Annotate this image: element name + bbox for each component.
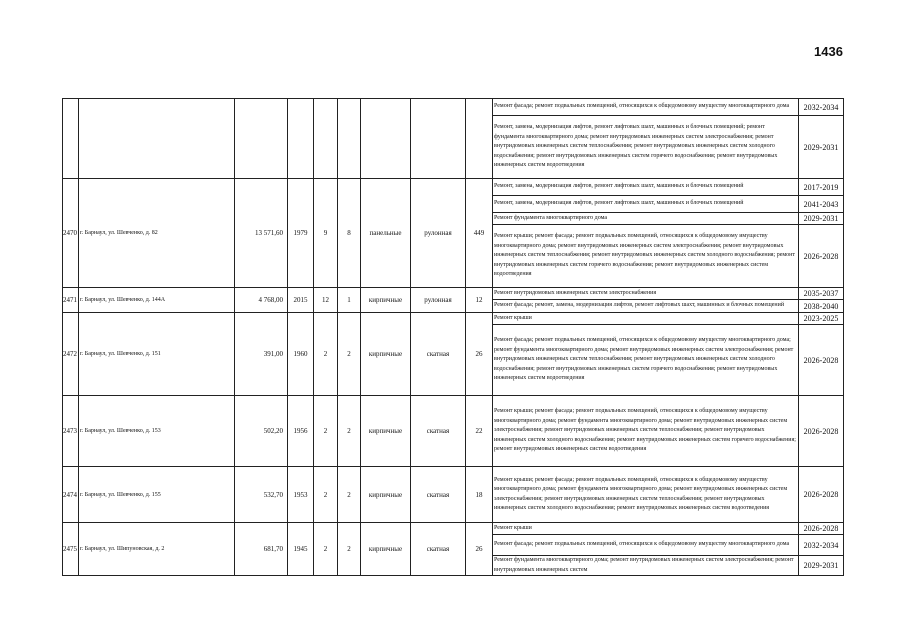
address-cell: г. Барнаул, ул. Шипуновская, д. 2 xyxy=(79,523,235,576)
work-period-cell: 2029-2031 xyxy=(799,116,844,179)
roof-type-cell xyxy=(411,99,466,179)
residents-cell: 12 xyxy=(466,288,493,313)
page-number: 1436 xyxy=(814,44,843,59)
entrances-cell: 2 xyxy=(338,313,361,396)
work-period-cell: 2026-2028 xyxy=(799,325,844,396)
total-area-cell: 4 768,00 xyxy=(235,288,288,313)
work-period-cell: 2017-2019 xyxy=(799,179,844,196)
residents-cell: 22 xyxy=(466,396,493,467)
address-cell: г. Барнаул, ул. Шевченко, д. 82 xyxy=(79,179,235,288)
wall-material-cell: кирпичные xyxy=(361,313,411,396)
total-area-cell: 391,00 xyxy=(235,313,288,396)
floors-cell: 12 xyxy=(314,288,338,313)
work-description-cell: Ремонт фасада; ремонт подвальных помещений, относящихся к общедомовому имуществу многоквартирного дома xyxy=(493,535,799,556)
work-description-cell: Ремонт, замена, модернизация лифтов, ремонт лифтовых шахт, машинных и блочных помещений xyxy=(493,179,799,196)
row-number-cell xyxy=(63,99,79,179)
table-row xyxy=(63,288,844,300)
floors-cell: 9 xyxy=(314,179,338,288)
work-period-cell: 2026-2028 xyxy=(799,523,844,535)
work-period-cell: 2023-2025 xyxy=(799,313,844,325)
roof-type-cell: рулонная xyxy=(411,179,466,288)
row-number-cell: 2471 xyxy=(63,288,79,313)
row-number-cell: 2470 xyxy=(63,179,79,288)
table-row xyxy=(63,179,844,196)
residents-cell: 449 xyxy=(466,179,493,288)
work-description-cell: Ремонт крыши; ремонт фасада; ремонт подвальных помещений, относящихся к общедомовому имуществу многоквартирного дома; ремонт внутридомовых инженерных систем электроснабжения; ремонт внутридомовых инженерных систем теплоснабжения; ремонт внутридомовых инженерных систем холодного водоснабжения; ремонт внутридомовых инженерных систем горячего водоснабжения; ремонт внутридомовых инженерных систем водоотведения xyxy=(493,225,799,288)
work-description-cell: Ремонт, замена, модернизация лифтов, ремонт лифтовых шахт, машинных и блочных помещений; ремонт фундамента многоквартирного дома; ремонт внутридомовых инженерных систем электроснабжения; ремонт внутридомовых инженерных систем теплоснабжения; ремонт внутридомовых инженерных систем холодного водоснабжения; ремонт внутридомовых инженерных систем горячего водоснабжения; ремонт внутридомовых инженерных систем водоотведения xyxy=(493,116,799,179)
floors-cell xyxy=(314,99,338,179)
address-cell: г. Барнаул, ул. Шевченко, д. 144А xyxy=(79,288,235,313)
address-cell: г. Барнаул, ул. Шевченко, д. 151 xyxy=(79,313,235,396)
table-row xyxy=(63,99,844,116)
table-row xyxy=(63,467,844,523)
roof-type-cell: рулонная xyxy=(411,288,466,313)
entrances-cell: 2 xyxy=(338,396,361,467)
total-area-cell xyxy=(235,99,288,179)
work-period-cell: 2029-2031 xyxy=(799,213,844,225)
total-area-cell: 502,20 xyxy=(235,396,288,467)
table-row xyxy=(63,523,844,535)
work-description-cell: Ремонт фасада; ремонт подвальных помещений, относящихся к общедомовому имуществу многоквартирного дома xyxy=(493,99,799,116)
total-area-cell: 532,70 xyxy=(235,467,288,523)
floors-cell: 2 xyxy=(314,523,338,576)
table-row xyxy=(63,396,844,467)
floors-cell: 2 xyxy=(314,396,338,467)
work-description-cell: Ремонт внутридомовых инженерных систем электроснабжения xyxy=(493,288,799,300)
work-description-cell: Ремонт фасада; ремонт подвальных помещений, относящихся к общедомовому имуществу многоквартирного дома; ремонт фундамента многоквартирного дома; ремонт внутридомовых инженерных систем электроснабжения; ремонт внутридомовых инженерных систем теплоснабжения; ремонт внутридомовых инженерных систем холодного водоснабжения; ремонт внутридомовых инженерных систем горячего водоснабжения; ремонт внутридомовых инженерных систем водоотведения xyxy=(493,325,799,396)
work-period-cell: 2026-2028 xyxy=(799,396,844,467)
address-cell: г. Барнаул, ул. Шевченко, д. 153 xyxy=(79,396,235,467)
total-area-cell: 13 571,60 xyxy=(235,179,288,288)
row-number-cell: 2475 xyxy=(63,523,79,576)
entrances-cell: 8 xyxy=(338,179,361,288)
row-number-cell: 2472 xyxy=(63,313,79,396)
row-number-cell: 2473 xyxy=(63,396,79,467)
residents-cell: 26 xyxy=(466,523,493,576)
work-period-cell: 2032-2034 xyxy=(799,99,844,116)
work-description-cell: Ремонт фундамента многоквартирного дома xyxy=(493,213,799,225)
work-period-cell: 2035-2037 xyxy=(799,288,844,300)
build-year-cell: 1956 xyxy=(288,396,314,467)
work-description-cell: Ремонт фундамента многоквартирного дома; ремонт внутридомовых инженерных систем электроснабжения; ремонт внутридомовых инженерных систем xyxy=(493,556,799,576)
work-period-cell: 2029-2031 xyxy=(799,556,844,576)
table-row xyxy=(63,313,844,325)
table-body xyxy=(63,99,844,576)
build-year-cell: 1960 xyxy=(288,313,314,396)
housing-repair-table xyxy=(62,98,844,576)
entrances-cell: 2 xyxy=(338,467,361,523)
residents-cell xyxy=(466,99,493,179)
address-cell: г. Барнаул, ул. Шевченко, д. 155 xyxy=(79,467,235,523)
build-year-cell: 1953 xyxy=(288,467,314,523)
entrances-cell: 2 xyxy=(338,523,361,576)
roof-type-cell: скатная xyxy=(411,396,466,467)
work-period-cell: 2041-2043 xyxy=(799,196,844,213)
work-description-cell: Ремонт фасада; ремонт, замена, модернизация лифтов, ремонт лифтовых шахт, машинных и блочных помещений xyxy=(493,300,799,313)
build-year-cell: 2015 xyxy=(288,288,314,313)
work-description-cell: Ремонт крыши xyxy=(493,313,799,325)
floors-cell: 2 xyxy=(314,467,338,523)
entrances-cell xyxy=(338,99,361,179)
wall-material-cell xyxy=(361,99,411,179)
work-description-cell: Ремонт крыши; ремонт фасада; ремонт подвальных помещений, относящихся к общедомовому имуществу многоквартирного дома; ремонт фундамента многоквартирного дома; ремонт внутридомовых инженерных систем электроснабжения; ремонт внутридомовых инженерных систем теплоснабжения; ремонт внутридомовых инженерных систем холодного водоснабжения; ремонт внутридомовых инженерных систем водоотведения xyxy=(493,467,799,523)
wall-material-cell: кирпичные xyxy=(361,467,411,523)
work-period-cell: 2032-2034 xyxy=(799,535,844,556)
floors-cell: 2 xyxy=(314,313,338,396)
work-description-cell: Ремонт крыши xyxy=(493,523,799,535)
wall-material-cell: кирпичные xyxy=(361,396,411,467)
row-number-cell: 2474 xyxy=(63,467,79,523)
build-year-cell: 1979 xyxy=(288,179,314,288)
work-period-cell: 2026-2028 xyxy=(799,225,844,288)
build-year-cell xyxy=(288,99,314,179)
residents-cell: 26 xyxy=(466,313,493,396)
total-area-cell: 681,70 xyxy=(235,523,288,576)
wall-material-cell: панельные xyxy=(361,179,411,288)
work-description-cell: Ремонт, замена, модернизация лифтов, ремонт лифтовых шахт, машинных и блочных помещений xyxy=(493,196,799,213)
work-period-cell: 2038-2040 xyxy=(799,300,844,313)
roof-type-cell: скатная xyxy=(411,523,466,576)
build-year-cell: 1945 xyxy=(288,523,314,576)
wall-material-cell: кирпичные xyxy=(361,523,411,576)
work-description-cell: Ремонт крыши; ремонт фасада; ремонт подвальных помещений, относящихся к общедомовому имуществу многоквартирного дома; ремонт фундамента многоквартирного дома; ремонт внутридомовых инженерных систем электроснабжения; ремонт внутридомовых инженерных систем теплоснабжения; ремонт внутридомовых инженерных систем холодного водоснабжения; ремонт внутридомовых инженерных систем горячего водоснабжения; ремонт внутридомовых инженерных систем водоотведения xyxy=(493,396,799,467)
roof-type-cell: скатная xyxy=(411,313,466,396)
address-cell xyxy=(79,99,235,179)
entrances-cell: 1 xyxy=(338,288,361,313)
roof-type-cell: скатная xyxy=(411,467,466,523)
work-period-cell: 2026-2028 xyxy=(799,467,844,523)
residents-cell: 18 xyxy=(466,467,493,523)
wall-material-cell: кирпичные xyxy=(361,288,411,313)
